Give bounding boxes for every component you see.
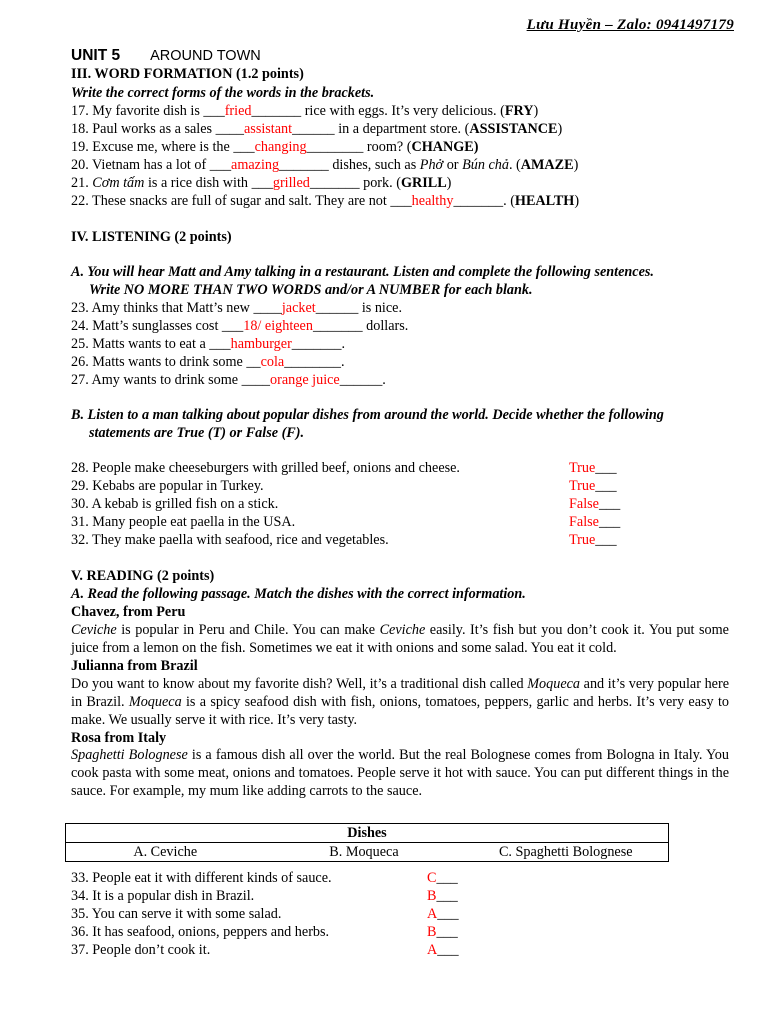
- passage-2-text: Do you want to know about my favorite dish? Well, it’s a traditional dish called Moqueca and it’s very popular here in Brazil. Moqueca is a spicy seafood dish with fish, onions, tomatoes, peppers, garlic and herbs. It’s very easy to make. We usually serve it with rice. It’s very tasty.: [71, 676, 729, 728]
- dishes-table-header: Dishes: [66, 824, 669, 843]
- question-18: 18. Paul works as a sales ____assistant______ in a department store. (ASSISTANCE): [71, 121, 563, 137]
- question-28: 28. People make cheeseburgers with grilled beef, onions and cheese.: [71, 460, 460, 476]
- question-33: 33. People eat it with different kinds of sauce.: [71, 870, 332, 886]
- passage-2-author: Julianna from Brazil: [71, 658, 198, 674]
- answer-31: False___: [569, 514, 621, 530]
- unit-label: UNIT 5: [71, 47, 121, 64]
- dish-a: A. Ceviche: [66, 843, 265, 862]
- answer-20: amazing: [231, 157, 280, 173]
- answer-21: grilled: [272, 175, 310, 191]
- question-22: 22. These snacks are full of sugar and salt. They are not ___healthy_______. (HEALTH): [71, 193, 580, 209]
- answer-19: changing: [254, 139, 307, 155]
- question-32: 32. They make paella with seafood, rice and vegetables.: [71, 532, 389, 548]
- section3-heading: III. WORD FORMATION (1.2 points): [71, 66, 304, 82]
- answer-22: healthy: [411, 193, 454, 209]
- reading-instruction: A. Read the following passage. Match the dishes with the correct information.: [71, 586, 526, 602]
- question-17: 17. My favorite dish is ___fried_______ rice with eggs. It’s very delicious. (FRY): [71, 103, 539, 119]
- question-31: 31. Many people eat paella in the USA.: [71, 514, 296, 530]
- question-30: 30. A kebab is grilled fish on a stick.: [71, 496, 279, 512]
- question-34: 34. It is a popular dish in Brazil.: [71, 888, 255, 904]
- question-19: 19. Excuse me, where is the ___changing________ room? (CHANGE): [71, 139, 479, 155]
- question-26: 26. Matts wants to drink some __cola________.: [71, 354, 345, 370]
- answer-18: assistant: [244, 121, 293, 137]
- answer-28: True___: [569, 460, 617, 476]
- answer-34: B___: [427, 888, 458, 904]
- answer-33: C___: [427, 870, 458, 886]
- answer-29: True___: [569, 478, 617, 494]
- answer-37: A___: [427, 942, 459, 958]
- unit-topic: AROUND TOWN: [150, 48, 261, 64]
- question-21: 21. Cơm tấm is a rice dish with ___grilled_______ pork. (GRILL): [71, 175, 452, 191]
- listening-a-instruction: A. You will hear Matt and Amy talking in a restaurant. Listen and complete the following sentences.: [71, 264, 654, 280]
- answer-35: A___: [427, 906, 459, 922]
- question-23: 23. Amy thinks that Matt’s new ____jacket______ is nice.: [71, 300, 403, 316]
- answer-23: jacket: [281, 300, 316, 316]
- answer-26: cola: [260, 354, 285, 370]
- question-24: 24. Matt’s sunglasses cost ___18/ eighteen_______ dollars.: [71, 318, 409, 334]
- question-29: 29. Kebabs are popular in Turkey.: [71, 478, 264, 494]
- unit-title: [71, 47, 261, 65]
- listening-b-instruction-2: statements are True (T) or False (F).: [89, 425, 305, 441]
- dish-c: C. Spaghetti Bolognese: [463, 843, 668, 862]
- dish-b: B. Moqueca: [264, 843, 463, 862]
- question-20: 20. Vietnam has a lot of ___amazing_______ dishes, such as Phở or Bún chả. (AMAZE): [71, 157, 579, 173]
- question-37: 37. People don’t cook it.: [71, 942, 211, 958]
- passage-3-text: Spaghetti Bolognese is a famous dish all over the world. But the real Bolognese comes from Bologna in Italy. You cook pasta with some meat, onions and tomatoes. People serve it hot with sauce. You can put different things in the sauce. For example, my mum like adding carrots to the sauce.: [71, 747, 729, 799]
- answer-24: 18/ eighteen: [243, 318, 313, 334]
- answer-32: True___: [569, 532, 617, 548]
- passage-1-author: Chavez, from Peru: [71, 604, 186, 620]
- answer-30: False___: [569, 496, 621, 512]
- passage-3-author: Rosa from Italy: [71, 730, 167, 746]
- answer-36: B___: [427, 924, 458, 940]
- answer-17: fried: [224, 103, 252, 119]
- answer-27: orange juice: [270, 372, 340, 388]
- section4-heading: IV. LISTENING (2 points): [71, 229, 232, 245]
- question-36: 36. It has seafood, onions, peppers and herbs.: [71, 924, 330, 940]
- passage-1-text: Ceviche is popular in Peru and Chile. You can make Ceviche easily. It’s fish but you don’t cook it. You put some juice from a lemon on the fish. Sometimes we eat it with onions and some salad. You eat it cold.: [71, 622, 729, 656]
- answer-25: hamburger: [230, 336, 292, 352]
- question-25: 25. Matts wants to eat a ___hamburger_______.: [71, 336, 345, 352]
- question-35: 35. You can serve it with some salad.: [71, 906, 282, 922]
- question-27: 27. Amy wants to drink some ____orange juice______.: [71, 372, 386, 388]
- dishes-table: [65, 823, 669, 862]
- section5-heading: V. READING (2 points): [71, 568, 215, 584]
- section3-instruction: Write the correct forms of the words in the brackets.: [71, 85, 375, 101]
- author-header: Lưu Huyền – Zalo: 0941497179: [526, 17, 734, 33]
- listening-b-instruction: B. Listen to a man talking about popular dishes from around the world. Decide whether the following: [71, 407, 664, 423]
- listening-a-instruction-2: Write NO MORE THAN TWO WORDS and/or A NUMBER for each blank.: [89, 282, 533, 298]
